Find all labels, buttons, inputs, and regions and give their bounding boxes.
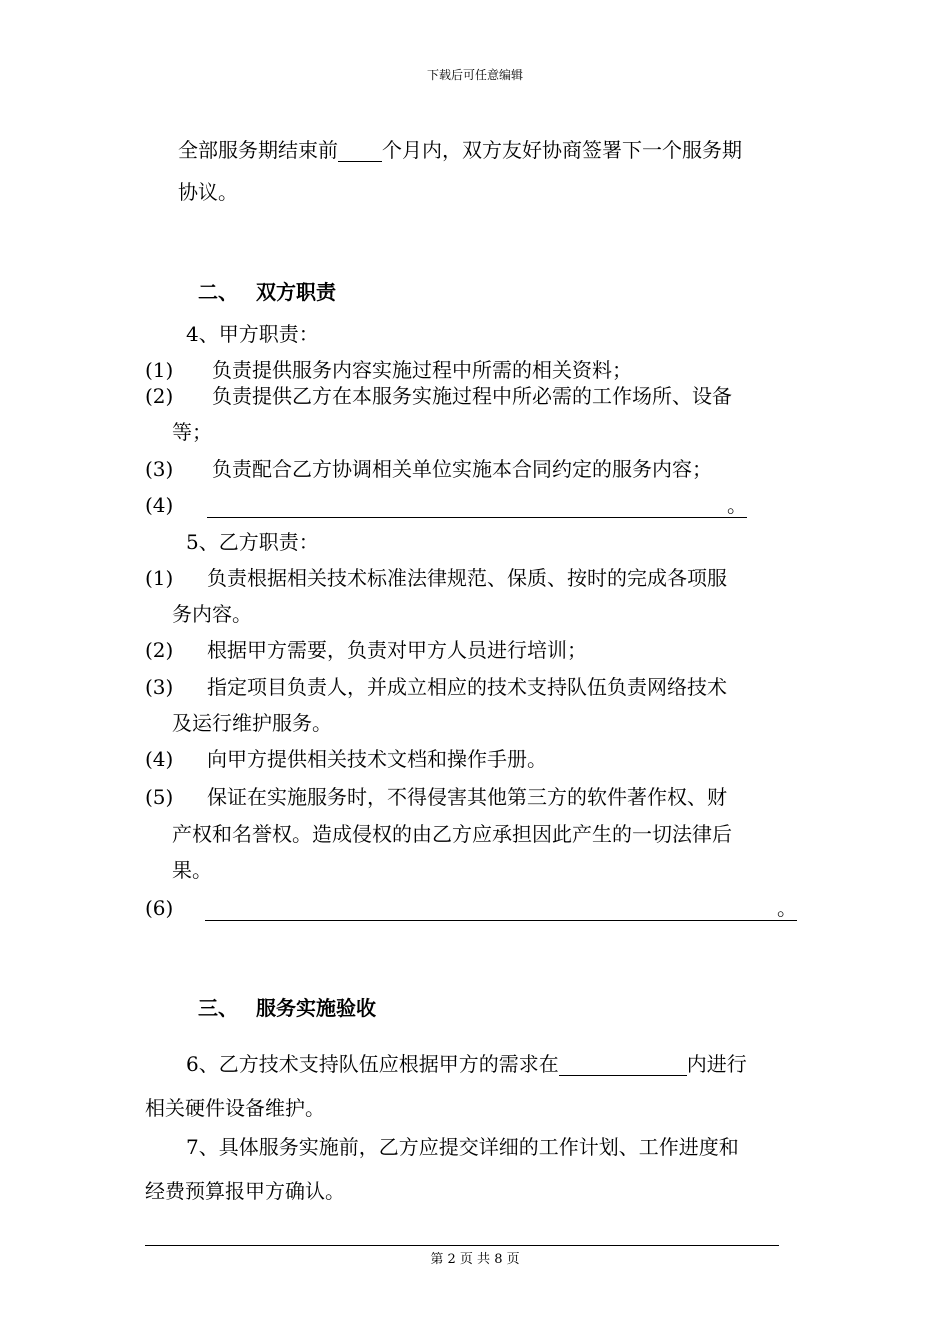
list-text: 根据甲方需要，负责对甲方人员进行培训； (207, 638, 587, 662)
footer-divider (145, 1245, 779, 1246)
list-text: 负责配合乙方协调相关单位实施本合同约定的服务内容； (212, 457, 712, 481)
fill-blank (207, 493, 747, 518)
text: 6、乙方技术支持队伍应根据甲方的需求在 (186, 1052, 559, 1076)
text: 。 (727, 493, 747, 517)
text: 内进行 (686, 1052, 747, 1076)
list-number: (5) (145, 785, 174, 809)
paragraph-line (178, 138, 742, 162)
paragraph-line (186, 1052, 747, 1076)
list-text: 负责提供服务内容实施过程中所需的相关资料； (212, 358, 632, 382)
list-number: (3) (145, 457, 174, 481)
section-heading (198, 280, 336, 304)
list-number: (2) (145, 638, 174, 662)
section-number: 二、 (198, 280, 238, 304)
page-footer: 第 2 页 共 8 页 (430, 1252, 520, 1267)
text: 个月内，双方友好协商签署下一个服务期 (382, 138, 742, 162)
page-header: 下载后可任意编辑 (426, 68, 523, 82)
fill-blank (205, 896, 797, 921)
list-number: (1) (145, 566, 174, 590)
list-number: (2) (145, 384, 174, 408)
list-number: (4) (145, 747, 174, 771)
section-number: 三、 (198, 996, 238, 1020)
subsection-heading: 5、乙方职责： (186, 530, 319, 554)
list-text: 产权和名誉权。造成侵权的由乙方应承担因此产生的一切法律后 (172, 822, 732, 846)
list-text: 负责根据相关技术标准法律规范、保质、按时的完成各项服 (207, 566, 727, 590)
section-title: 双方职责 (256, 280, 336, 304)
text: 全部服务期结束前 (178, 138, 338, 162)
paragraph-line: 7、具体服务实施前，乙方应提交详细的工作计划、工作进度和 (186, 1135, 739, 1159)
list-text: 向甲方提供相关技术文档和操作手册。 (207, 747, 547, 771)
section-title: 服务实施验收 (256, 996, 376, 1020)
list-text: 等； (172, 420, 212, 444)
subsection-heading: 4、甲方职责： (186, 322, 319, 346)
list-text: 果。 (172, 858, 212, 882)
paragraph-line: 经费预算报甲方确认。 (145, 1179, 345, 1203)
list-number: (3) (145, 675, 174, 699)
section-heading (198, 996, 376, 1020)
fill-blank (338, 141, 382, 162)
list-number: (4) (145, 493, 174, 517)
list-number: (6) (145, 896, 174, 920)
fill-blank (559, 1055, 687, 1076)
paragraph-line: 相关硬件设备维护。 (145, 1096, 325, 1120)
list-text: 及运行维护服务。 (172, 711, 332, 735)
text: 。 (777, 896, 797, 920)
list-text: 务内容。 (172, 602, 252, 626)
list-number: (1) (145, 358, 174, 382)
list-text: 负责提供乙方在本服务实施过程中所必需的工作场所、设备 (212, 384, 732, 408)
list-text: 指定项目负责人，并成立相应的技术支持队伍负责网络技术 (207, 675, 727, 699)
list-text: 保证在实施服务时，不得侵害其他第三方的软件著作权、财 (207, 785, 727, 809)
paragraph-line: 协议。 (178, 180, 238, 204)
